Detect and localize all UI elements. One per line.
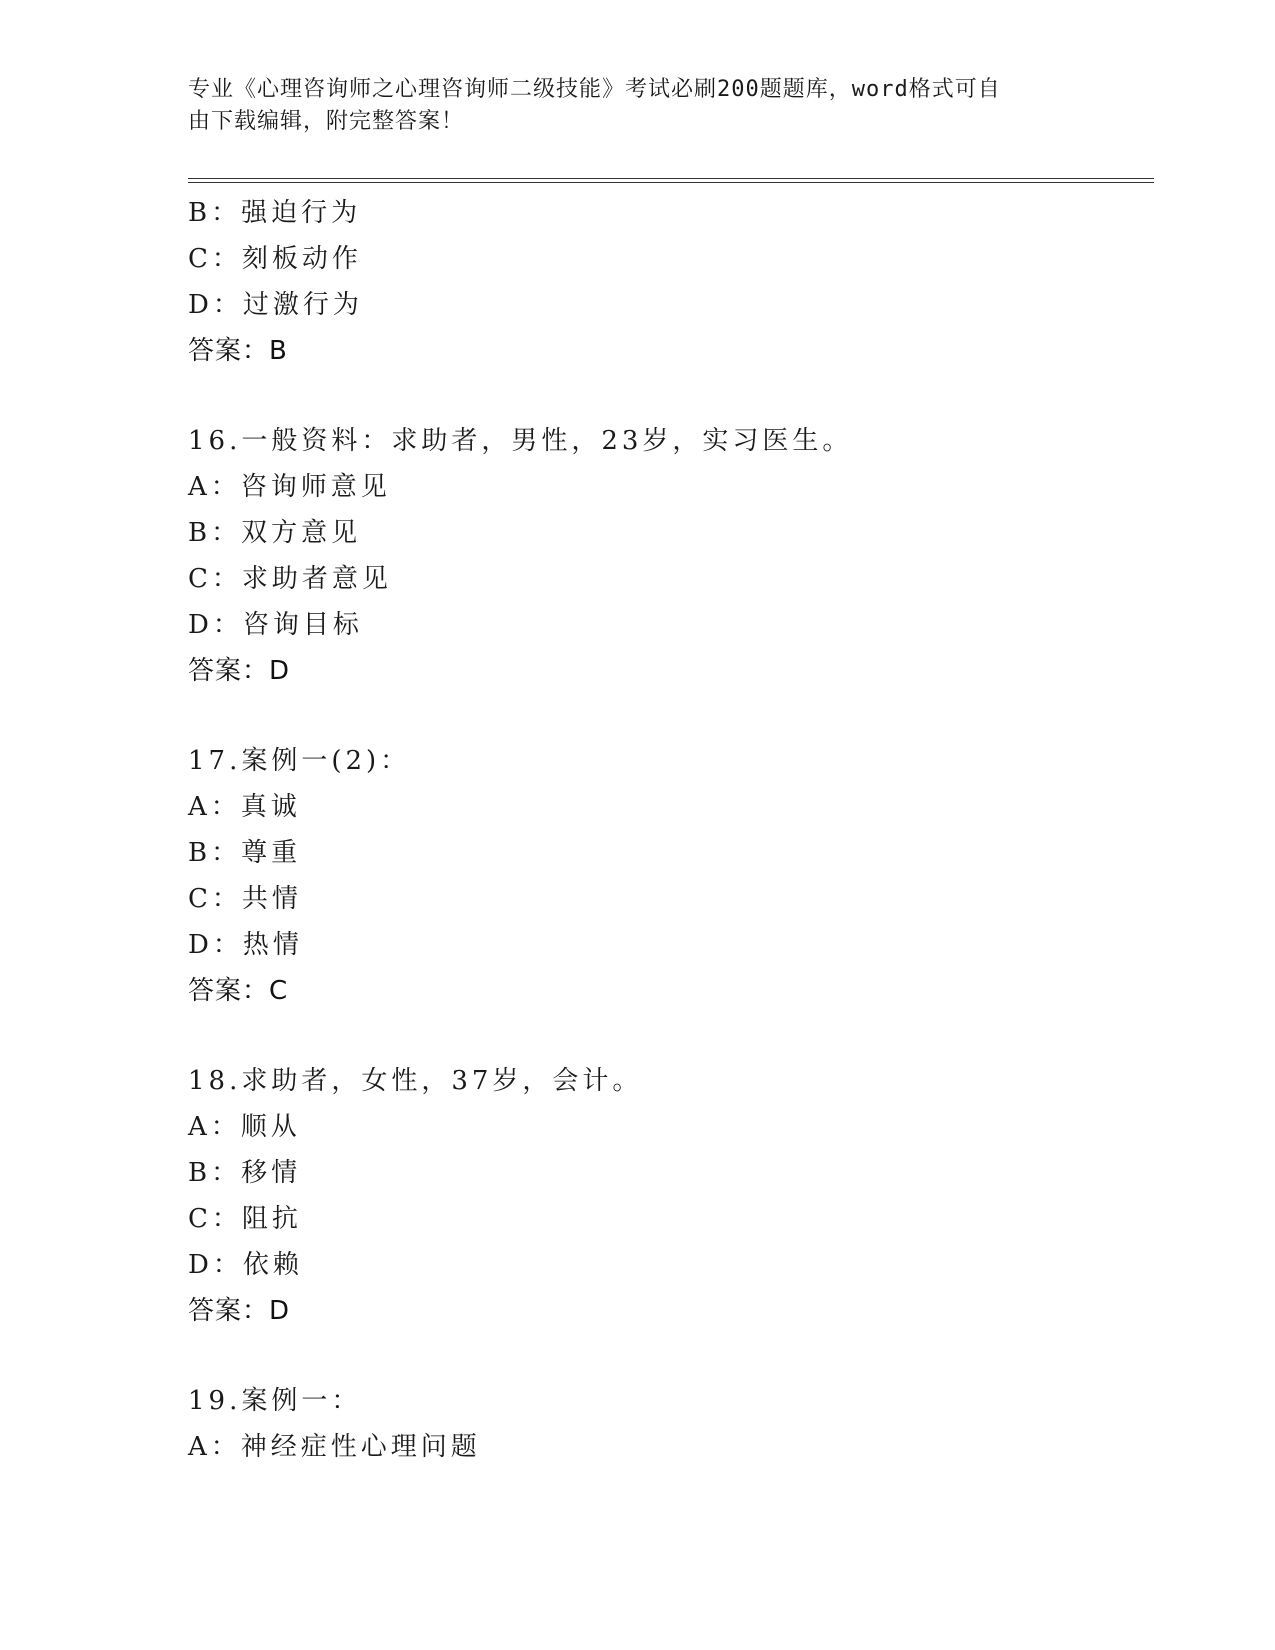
answer-line: 答案：D	[188, 656, 291, 686]
continued-question	[188, 190, 1148, 374]
question-17	[188, 738, 1148, 1014]
option-a: A：神经症性心理问题	[188, 1432, 481, 1462]
document-header	[188, 74, 1068, 138]
question-16	[188, 418, 1148, 694]
option-d: D：咨询目标	[188, 610, 363, 640]
question-18	[188, 1058, 1148, 1334]
header-rule-bottom	[188, 182, 1154, 183]
question-stem: 19.案例一：	[188, 1386, 362, 1416]
option-d: D：依赖	[188, 1250, 303, 1280]
option-c: C：共情	[188, 884, 302, 914]
option-a: A：真诚	[188, 792, 301, 822]
option-c: C：阻抗	[188, 1204, 302, 1234]
answer-line: 答案：C	[188, 976, 289, 1006]
option-b: B：尊重	[188, 838, 302, 868]
option-d: D：热情	[188, 930, 303, 960]
option-b: B：移情	[188, 1158, 302, 1188]
question-stem: 16.一般资料：求助者，男性，23岁，实习医生。	[188, 426, 853, 456]
header-line-2: 由下载编辑，附完整答案！	[188, 109, 465, 134]
option-a: A：顺从	[188, 1112, 301, 1142]
question-stem: 18.求助者，女性，37岁，会计。	[188, 1066, 643, 1096]
answer-line: 答案：D	[188, 1296, 291, 1326]
answer-line: 答案：B	[188, 336, 288, 366]
option-b: B：强迫行为	[188, 198, 362, 228]
header-line-1: 专业《心理咨询师之心理咨询师二级技能》考试必刷200题题库，word格式可自	[188, 77, 1001, 102]
option-b: B：双方意见	[188, 518, 362, 548]
option-c: C：求助者意见	[188, 564, 392, 594]
option-d: D：过激行为	[188, 290, 363, 320]
question-stem: 17.案例一(2)：	[188, 746, 411, 776]
header-rule-top	[188, 178, 1154, 179]
option-c: C：刻板动作	[188, 244, 362, 274]
question-list	[188, 190, 1148, 1470]
question-19	[188, 1378, 1148, 1470]
option-a: A：咨询师意见	[188, 472, 391, 502]
